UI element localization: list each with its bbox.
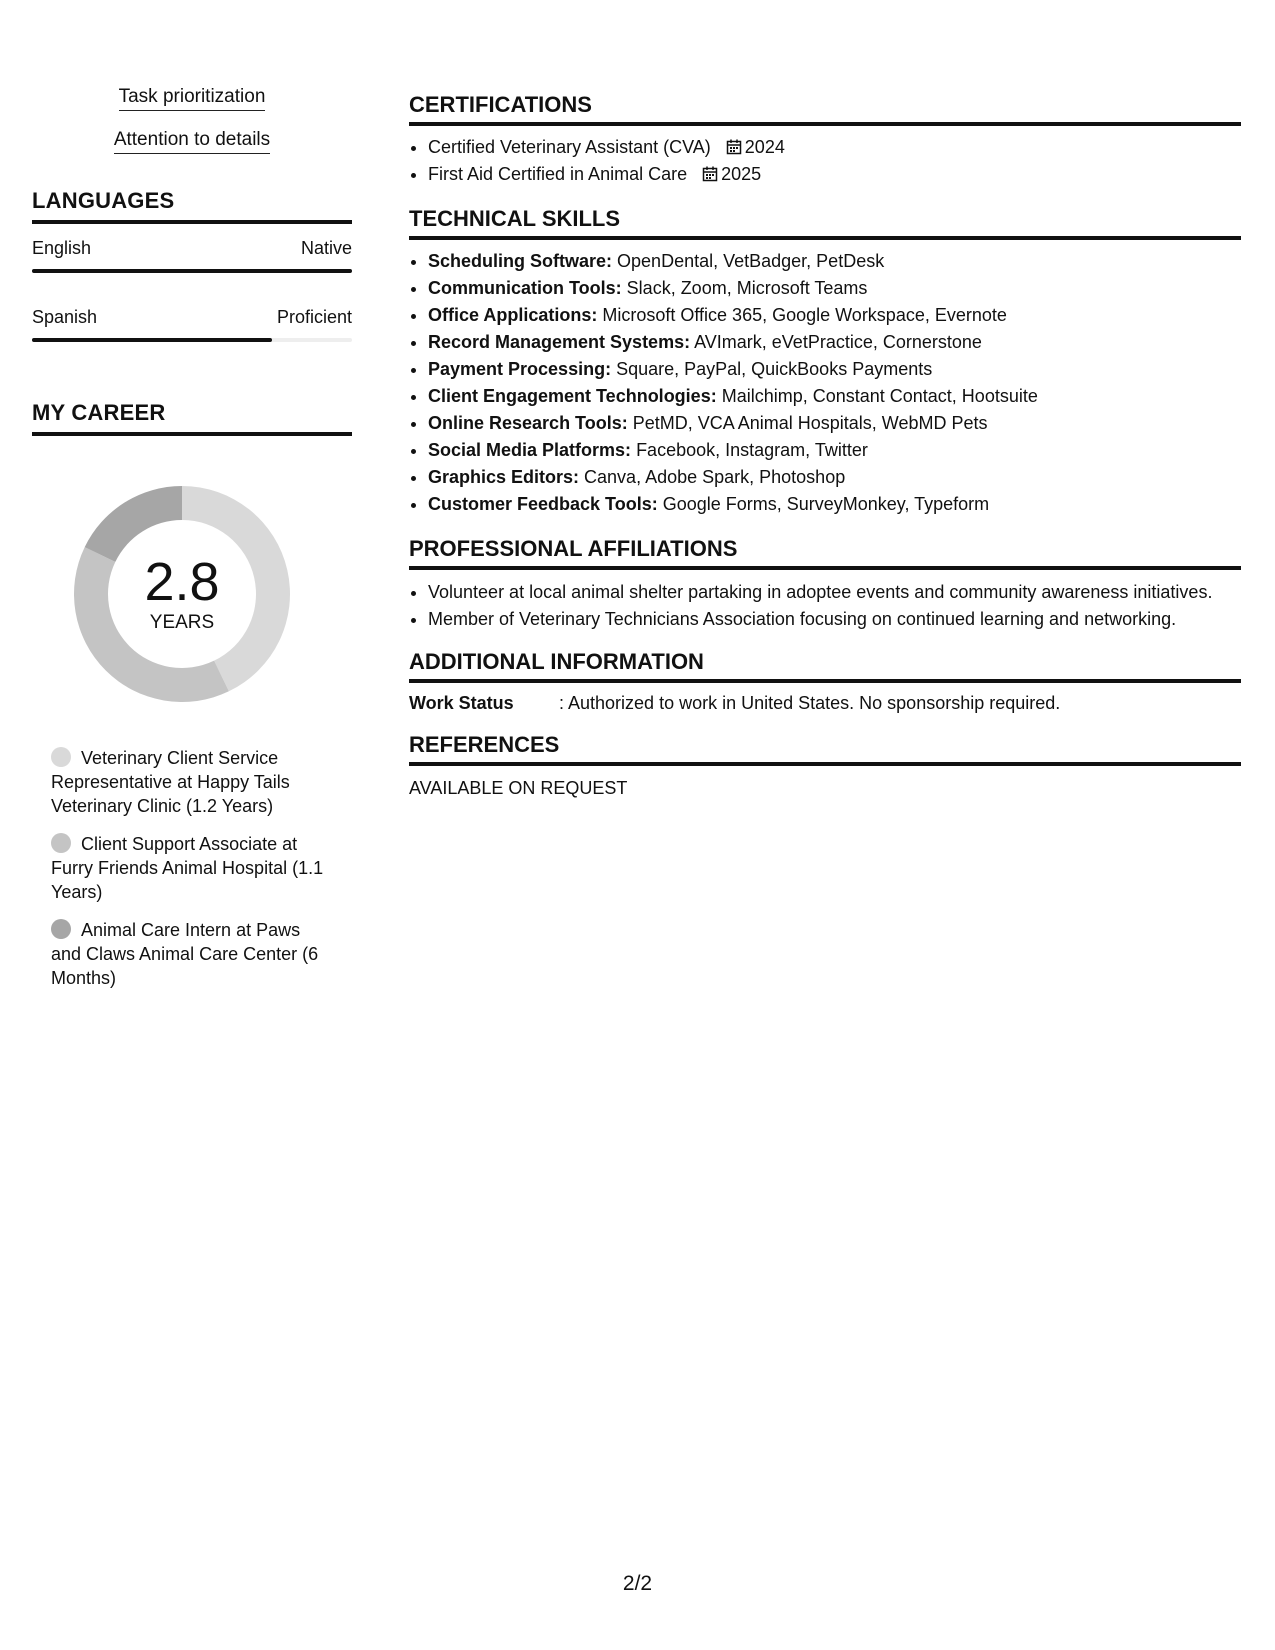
calendar-icon — [726, 139, 742, 155]
career-donut-chart — [66, 478, 298, 710]
technical-skill-item — [428, 437, 1241, 464]
language-item — [32, 307, 352, 342]
skill-values: Slack, Zoom, Microsoft Teams — [621, 278, 868, 298]
career-legend-item — [51, 918, 331, 990]
language-level-bar — [32, 269, 352, 273]
skill-category: Office Applications: — [428, 305, 598, 325]
language-item — [32, 238, 352, 273]
career-legend-item — [51, 832, 331, 904]
skill-item: Attention to details — [114, 129, 270, 154]
career-legend-text: Veterinary Client Service Representative at Happy Tails Veterinary Clinic (1.2 Years) — [51, 748, 290, 816]
languages-section — [32, 188, 352, 342]
skill-values: Mailchimp, Constant Contact, Hootsuite — [716, 386, 1038, 406]
technical-skill-item — [428, 329, 1241, 356]
skill-category: Payment Processing: — [428, 359, 612, 379]
additional-info-section — [409, 649, 1241, 714]
certification-item — [428, 134, 1241, 161]
skill-category: Client Engagement Technologies: — [428, 386, 717, 406]
languages-heading: LANGUAGES — [32, 188, 352, 224]
certification-name: First Aid Certified in Animal Care — [428, 164, 688, 184]
language-name: Spanish — [32, 307, 98, 327]
technical-skill-item — [428, 302, 1241, 329]
technical-skill-item — [428, 410, 1241, 437]
language-level-bar — [32, 338, 352, 342]
affiliation-item: • Volunteer at local animal shelter partaking in adoptee events and community awareness initiatives. — [428, 580, 1241, 604]
skill-category: Communication Tools: — [428, 278, 622, 298]
career-total-unit: YEARS — [149, 612, 215, 633]
skill-values: AVImark, eVetPractice, Cornerstone — [690, 332, 982, 352]
certification-year: 2024 — [744, 137, 785, 157]
certification-item — [428, 161, 1241, 188]
skill-values: Square, PayPal, QuickBooks Payments — [611, 359, 933, 379]
skill-item: Task prioritization — [119, 86, 266, 111]
skill-category: Graphics Editors: — [428, 467, 580, 487]
skills-list — [32, 86, 352, 154]
certification-name: Certified Veterinary Assistant (CVA) — [428, 137, 711, 157]
affiliation-item: • Member of Veterinary Technicians Association focusing on continued learning and networking. — [428, 607, 1241, 631]
left-column — [32, 86, 352, 1004]
technical-skill-item — [428, 356, 1241, 383]
technical-skill-item — [428, 248, 1241, 275]
career-legend-text: Animal Care Intern at Paws and Claws Animal Care Center (6 Months) — [51, 920, 319, 988]
references-heading: REFERENCES — [409, 732, 1241, 766]
donut-center-label — [66, 478, 298, 710]
language-level: Native — [300, 238, 352, 258]
skill-category: Customer Feedback Tools: — [428, 494, 658, 514]
work-status-label: Work Status — [409, 693, 514, 713]
career-section — [32, 400, 352, 990]
technical-skill-item — [428, 275, 1241, 302]
skill-values: Microsoft Office 365, Google Workspace, Evernote — [597, 305, 1007, 325]
skill-values: Google Forms, SurveyMonkey, Typeform — [657, 494, 990, 514]
technical-skill-item — [428, 464, 1241, 491]
page-number: 2/2 — [622, 1572, 653, 1595]
technical-skill-item — [428, 383, 1241, 410]
technical-skills-heading: TECHNICAL SKILLS — [409, 206, 1241, 240]
skill-category: Scheduling Software: — [428, 251, 613, 271]
career-total-value: 2.8 — [144, 552, 220, 612]
references-section — [409, 732, 1241, 799]
technical-skill-item — [428, 491, 1241, 518]
legend-dot — [51, 919, 71, 939]
affiliations-section — [409, 536, 1241, 631]
career-legend — [51, 746, 331, 990]
legend-dot — [51, 747, 71, 767]
right-column — [409, 92, 1241, 817]
affiliations-heading: PROFESSIONAL AFFILIATIONS — [409, 536, 1241, 570]
career-legend-text: Client Support Associate at Furry Friends Animal Hospital (1.1 Years) — [51, 834, 324, 902]
calendar-icon — [702, 166, 718, 182]
skill-values: Canva, Adobe Spark, Photoshop — [579, 467, 846, 487]
skill-category: Record Management Systems: — [428, 332, 691, 352]
skill-values: PetMD, VCA Animal Hospitals, WebMD Pets — [627, 413, 988, 433]
certifications-section — [409, 92, 1241, 188]
language-name: English — [32, 238, 92, 258]
additional-info-heading: ADDITIONAL INFORMATION — [409, 649, 1241, 683]
work-status-value: : Authorized to work in United States. No sponsorship required. — [559, 693, 1061, 713]
work-status-row — [409, 693, 1241, 714]
skill-category: Social Media Platforms: — [428, 440, 632, 460]
skill-values: OpenDental, VetBadger, PetDesk — [612, 251, 885, 271]
language-level-fill — [32, 338, 272, 342]
skill-values: Facebook, Instagram, Twitter — [631, 440, 868, 460]
career-legend-item — [51, 746, 331, 818]
language-level: Proficient — [276, 307, 352, 327]
language-level-fill — [32, 269, 352, 273]
technical-skills-section — [409, 206, 1241, 518]
career-heading: MY CAREER — [32, 400, 352, 436]
certifications-heading: CERTIFICATIONS — [409, 92, 1241, 126]
certification-year: 2025 — [721, 164, 762, 184]
legend-dot — [51, 833, 71, 853]
references-text: AVAILABLE ON REQUEST — [409, 778, 628, 798]
skill-category: Online Research Tools: — [428, 413, 628, 433]
